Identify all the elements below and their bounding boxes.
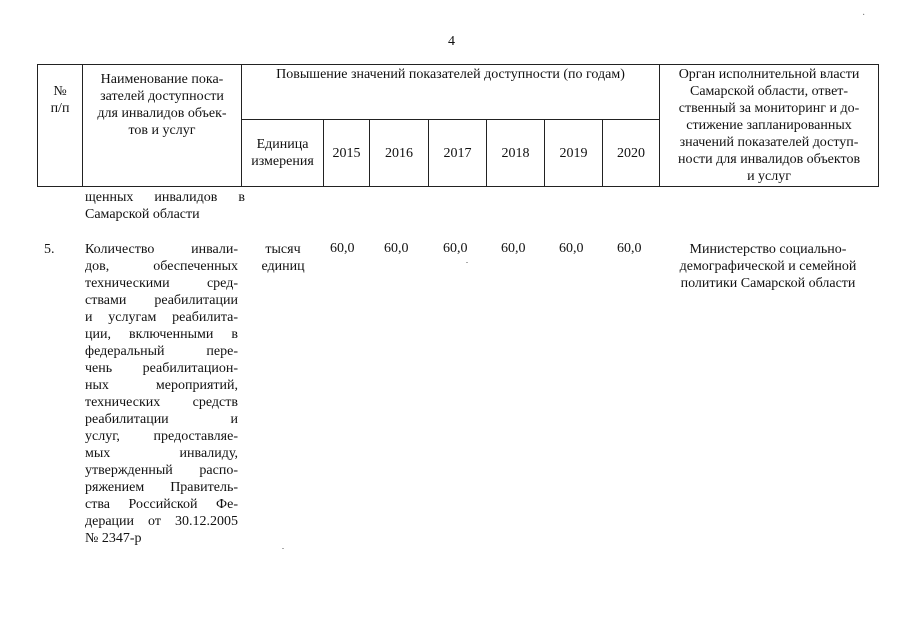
continuation-text [85, 189, 245, 223]
row-indicator-name-line: ных мероприятий, [85, 378, 238, 393]
scan-speck [282, 548, 284, 549]
row-indicator-name-line: чень реабилитацион- [85, 361, 238, 376]
row-indicator-name-line: утвержденный распо- [85, 463, 238, 478]
row-indicator-name-line: федеральный пере- [85, 344, 238, 359]
value-2016: 60,0 [384, 241, 409, 256]
row-indicator-name-line: реабилитации и [85, 412, 238, 427]
header-year-2015: 2015 [324, 120, 370, 187]
header-name-line: тов и услуг [128, 123, 196, 138]
row-indicator-name-line: техническими сред- [85, 276, 238, 291]
row-organ [660, 241, 876, 292]
header-unit-cell [242, 120, 324, 187]
header-organ-line: стижение запланированных [686, 118, 852, 133]
header-year-2017: 2017 [429, 120, 487, 187]
row-indicator-name-line: ствами реабилитации [85, 293, 238, 308]
value-2018: 60,0 [501, 241, 526, 256]
header-organ-line: и услуг [747, 169, 791, 184]
row-organ-line: демографической и семейной [679, 259, 857, 274]
header-organ-line: Самарской области, ответ- [689, 84, 849, 99]
value-2017: 60,0 [443, 241, 468, 256]
header-year-2020: 2020 [603, 120, 660, 187]
row-indicator-name-line: технических средств [85, 395, 238, 410]
indicator-table-header [37, 64, 879, 187]
row-unit-line: единиц [261, 259, 305, 274]
row-indicator-name-line: ции, включенными в [85, 327, 238, 342]
header-number-abbrev: п/п [50, 101, 70, 116]
row-indicator-name-line: № 2347-р [85, 531, 142, 546]
header-year-2016: 2016 [370, 120, 429, 187]
header-number-sign: № [53, 84, 67, 99]
header-name-line: зателей доступности [100, 89, 224, 104]
header-organ-line: Орган исполнительной власти [678, 67, 860, 82]
header-increase-title: Повышение значений показателей доступности (по годам) [242, 65, 660, 120]
scan-speck [466, 262, 468, 263]
row-indicator-name-line: и услугам реабилита- [85, 310, 238, 325]
header-organ-line: ственный за мониторинг и до- [678, 101, 860, 116]
row-indicator-name-line: ряжением Правитель- [85, 480, 238, 495]
row-indicator-name-line: ства Российской Фе- [85, 497, 238, 512]
header-organ-line: значений показателей доступ- [679, 135, 859, 150]
row-indicator-name-line: мых инвалиду, [85, 446, 238, 461]
row-indicator-name-line: услуг, предоставляе- [85, 429, 238, 444]
value-2015: 60,0 [330, 241, 355, 256]
row-unit-line: тысяч [265, 242, 301, 257]
header-year-2018: 2018 [487, 120, 545, 187]
row-number: 5. [44, 242, 55, 257]
continuation-line: щенных инвалидов в [85, 190, 245, 205]
value-2020: 60,0 [617, 241, 642, 256]
corner-mark: · [862, 10, 866, 21]
row-indicator-name-line: дерации от 30.12.2005 [85, 514, 238, 529]
row-unit [252, 241, 314, 275]
value-2019: 60,0 [559, 241, 584, 256]
row-indicator-name-line: Количество инвали- [85, 242, 238, 257]
header-organ-cell [660, 65, 879, 187]
header-unit-line: измерения [251, 154, 314, 169]
header-name-cell [83, 65, 242, 187]
row-indicator-name-line: дов, обеспеченных [85, 259, 238, 274]
row-organ-line: политики Самарской области [680, 276, 856, 291]
header-name-line: для инвалидов объек- [97, 106, 227, 121]
continuation-line: Самарской области [85, 207, 200, 222]
row-organ-line: Министерство социально- [689, 242, 847, 257]
header-organ-line: ности для инвалидов объектов [678, 152, 861, 167]
header-unit-line: Единица [256, 137, 309, 152]
page-number: 4 [448, 34, 455, 49]
row-indicator-name [85, 241, 238, 547]
header-year-2019: 2019 [545, 120, 603, 187]
header-number-cell [38, 65, 83, 187]
header-name-line: Наименование пока- [100, 72, 224, 87]
